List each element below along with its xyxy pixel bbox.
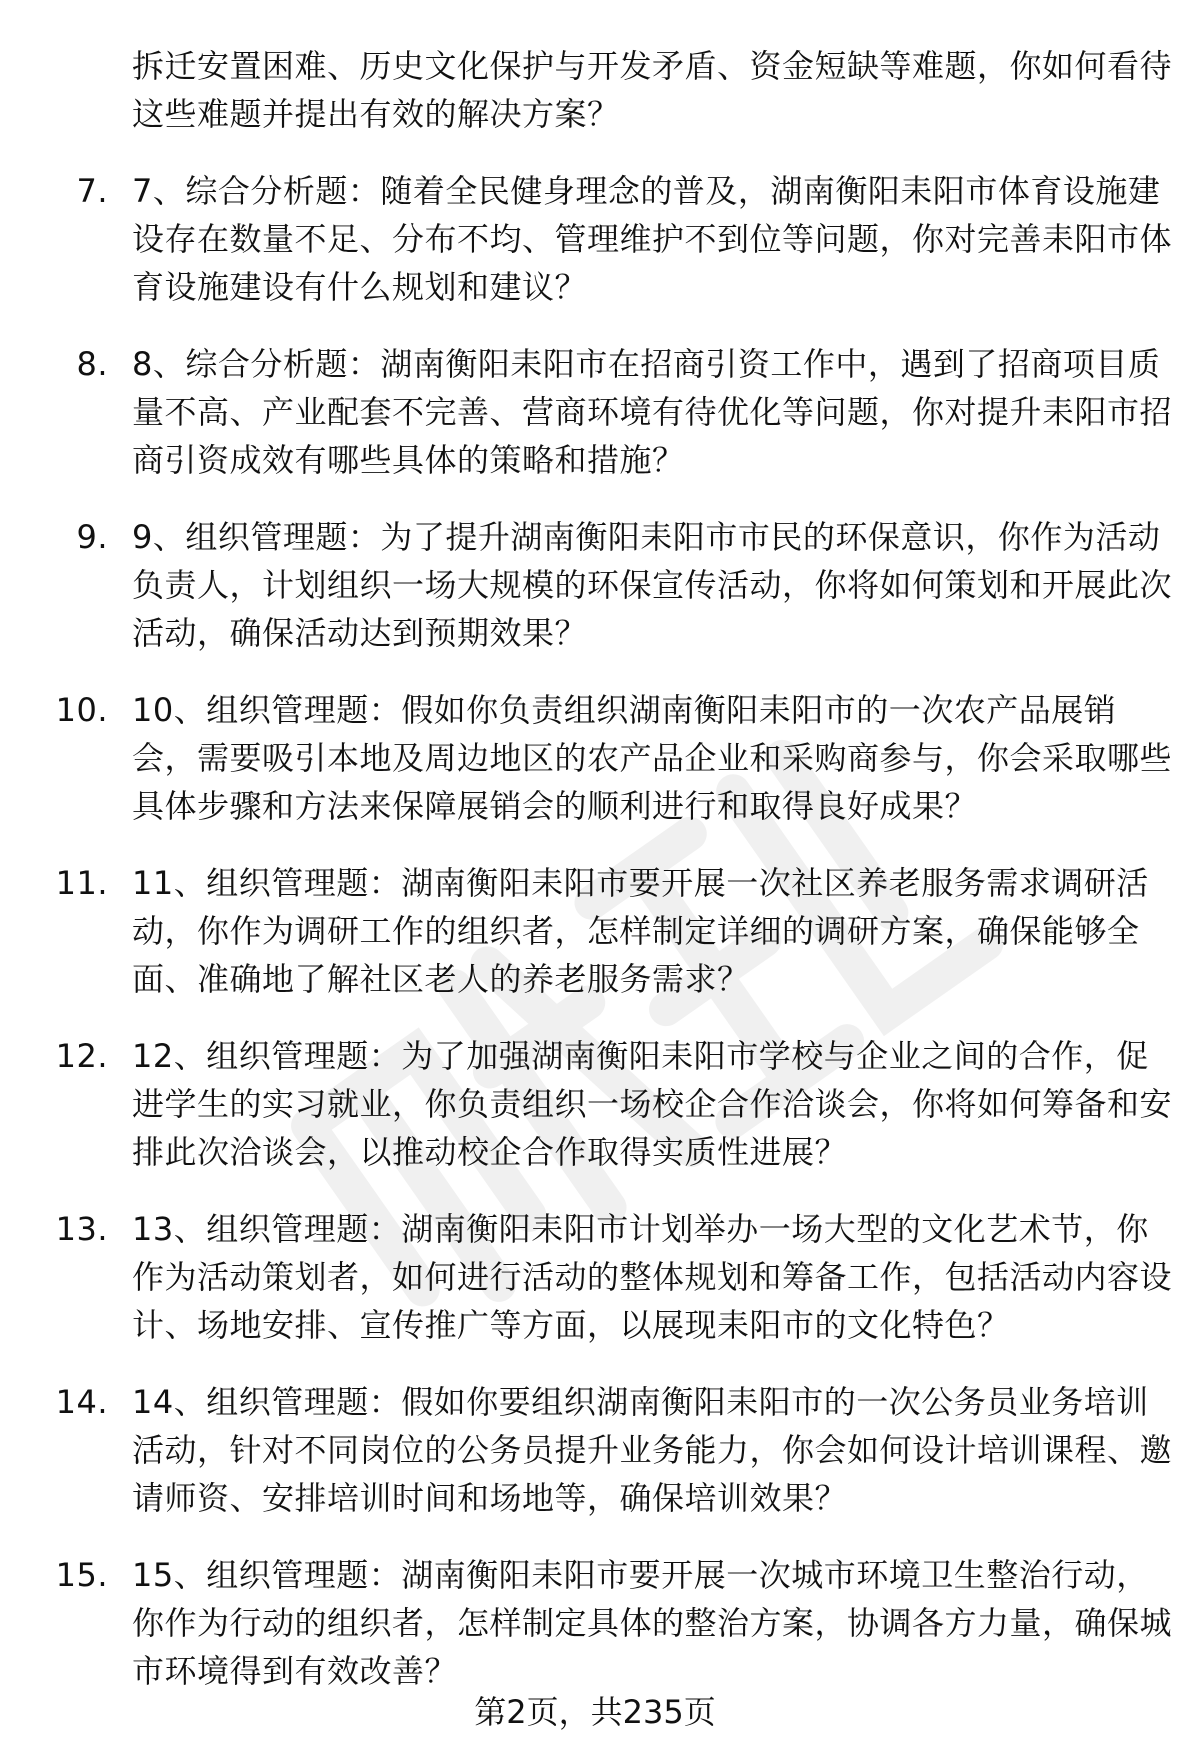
question-text: 10、组织管理题：假如你负责组织湖南衡阳耒阳市的一次农产品展销会，需要吸引本地及周边地区的农产品企业和采购商参与，你会采取哪些具体步骤和方法来保障展销会的顺利进行和取得良好成果？ (132, 691, 1173, 825)
list-item (0, 1205, 1190, 1349)
question-text: 13、组织管理题：湖南衡阳耒阳市计划举办一场大型的文化艺术节，你作为活动策划者，如何进行活动的整体规划和筹备工作，包括活动内容设计、场地安排、宣传推广等方面，以展现耒阳市的文化特色？ (132, 1210, 1173, 1344)
item-number: 13. (55, 1210, 108, 1248)
item-number: 12. (55, 1037, 108, 1075)
list-item (0, 513, 1190, 657)
question-text: 7、综合分析题：随着全民健身理念的普及，湖南衡阳耒阳市体育设施建设存在数量不足、分布不均、管理维护不到位等问题，你对完善耒阳市体育设施建设有什么规划和建议？ (132, 172, 1173, 306)
list-item (0, 859, 1190, 1003)
list-item-continuation (0, 42, 1190, 138)
item-number: 11. (55, 864, 108, 902)
question-text: 15、组织管理题：湖南衡阳耒阳市要开展一次城市环境卫生整治行动，你作为行动的组织者，怎样制定具体的整治方案，协调各方力量，确保城市环境得到有效改善？ (132, 1556, 1173, 1690)
list-item (0, 1032, 1190, 1176)
item-number: 14. (55, 1383, 108, 1421)
list-item (0, 1378, 1190, 1522)
question-text: 9、组织管理题：为了提升湖南衡阳耒阳市市民的环保意识，你作为活动负责人，计划组织一场大规模的环保宣传活动，你将如何策划和开展此次活动，确保活动达到预期效果？ (132, 518, 1173, 652)
list-item (0, 1551, 1190, 1695)
question-text: 拆迁安置困难、历史文化保护与开发矛盾、资金短缺等难题，你如何看待这些难题并提出有效的解决方案？ (132, 47, 1173, 133)
list-item (0, 340, 1190, 484)
question-text: 12、组织管理题：为了加强湖南衡阳耒阳市学校与企业之间的合作，促进学生的实习就业，你负责组织一场校企合作洽谈会，你将如何筹备和安排此次洽谈会，以推动校企合作取得实质性进展？ (132, 1037, 1173, 1171)
item-number: 9. (76, 518, 108, 556)
question-list (0, 42, 1190, 1724)
question-text: 8、综合分析题：湖南衡阳耒阳市在招商引资工作中，遇到了招商项目质量不高、产业配套不完善、营商环境有待优化等问题，你对提升耒阳市招商引资成效有哪些具体的策略和措施？ (132, 345, 1173, 479)
item-number: 15. (55, 1556, 108, 1594)
list-item (0, 167, 1190, 311)
list-item (0, 686, 1190, 830)
question-text: 11、组织管理题：湖南衡阳耒阳市要开展一次社区养老服务需求调研活动，你作为调研工作的组织者，怎样制定详细的调研方案，确保能够全面、准确地了解社区老人的养老服务需求？ (132, 864, 1149, 998)
page-footer: 第2页，共235页 (474, 1693, 716, 1731)
question-text: 14、组织管理题：假如你要组织湖南衡阳耒阳市的一次公务员业务培训活动，针对不同岗位的公务员提升业务能力，你会如何设计培训课程、邀请师资、安排培训时间和场地等，确保培训效果？ (132, 1383, 1173, 1517)
item-number: 10. (55, 691, 108, 729)
item-number: 7. (76, 172, 108, 210)
item-number: 8. (76, 345, 108, 383)
